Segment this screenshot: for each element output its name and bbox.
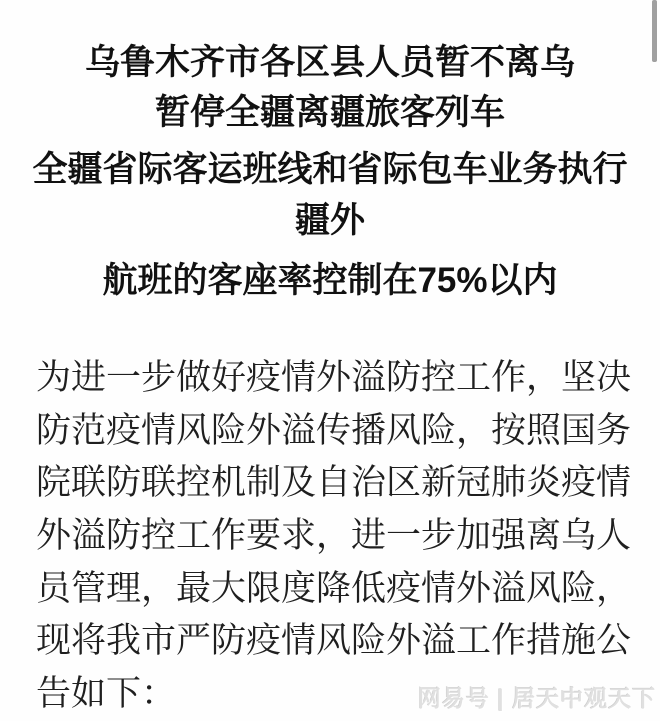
body-text-line: 防范疫情风险外溢传播风险，按照国务 <box>36 410 632 450</box>
article-headline <box>0 38 660 306</box>
body-text-line: 告如下： <box>36 674 177 714</box>
body-text-line: 为进一步做好疫情外溢防控工作，坚决 <box>36 358 632 397</box>
headline-line: 全疆省际客运班线和省际包车业务执行 <box>32 150 628 189</box>
body-text-line: 院联防联控机制及自治区新冠肺炎疫情 <box>36 463 632 503</box>
headline-line: 暂停全疆离疆旅客列车 <box>154 93 505 132</box>
body-text-line: 现将我市严防疫情风险外溢工作措施公 <box>36 621 632 661</box>
headline-line: 乌鲁木齐市各区县人员暂不离乌 <box>84 43 575 82</box>
netease-watermark: 网易号 | 居天中观天下 <box>417 685 656 711</box>
body-text-line: 外溢防控工作要求，进一步加强离乌人 <box>36 516 632 556</box>
body-text-line: 员管理，最大限度降低疫情外溢风险， <box>36 568 632 608</box>
headline-line: 航班的客座率控制在75%以内 <box>102 261 558 300</box>
scrollbar-thumb[interactable] <box>652 0 657 62</box>
article-body-paragraph <box>36 352 630 721</box>
headline-line: 疆外 <box>294 201 365 240</box>
scrollbar-track <box>650 0 660 717</box>
